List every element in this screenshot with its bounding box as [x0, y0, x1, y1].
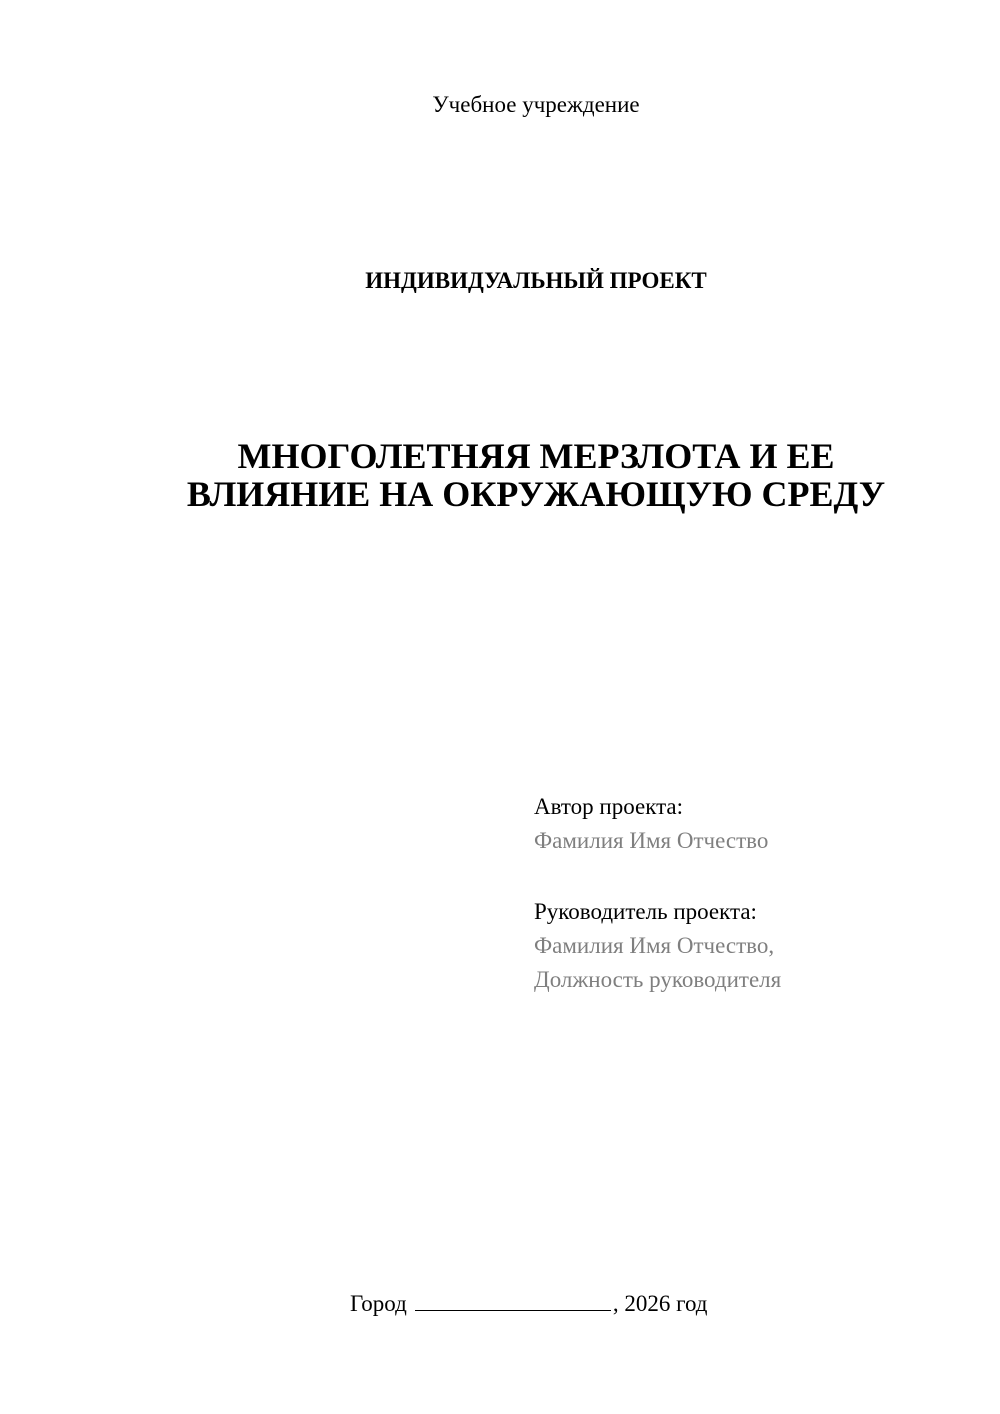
supervisor-position: Должность руководителя — [534, 967, 782, 992]
city-year-line — [350, 1290, 707, 1318]
year-text: , 2026 год — [612, 1291, 708, 1316]
project-type-heading: ИНДИВИДУАЛЬНЫЙ ПРОЕКТ — [365, 268, 707, 293]
supervisor-name: Фамилия Имя Отчество, — [534, 933, 775, 958]
spacer — [534, 858, 974, 895]
project-title — [0, 437, 1000, 513]
city-label: Город — [350, 1291, 407, 1316]
author-label: Автор проекта: — [534, 794, 683, 819]
supervisor-label: Руководитель проекта: — [534, 899, 757, 924]
city-blank-line — [415, 1290, 611, 1311]
institution-name: Учебное учреждение — [432, 92, 640, 117]
author-supervisor-block — [534, 790, 974, 997]
project-title-line-2: ВЛИЯНИЕ НА ОКРУЖАЮЩУЮ СРЕДУ — [186, 474, 886, 514]
project-title-line-1: МНОГОЛЕТНЯЯ МЕРЗЛОТА И ЕЕ — [237, 436, 835, 476]
author-name: Фамилия Имя Отчество — [534, 828, 769, 853]
